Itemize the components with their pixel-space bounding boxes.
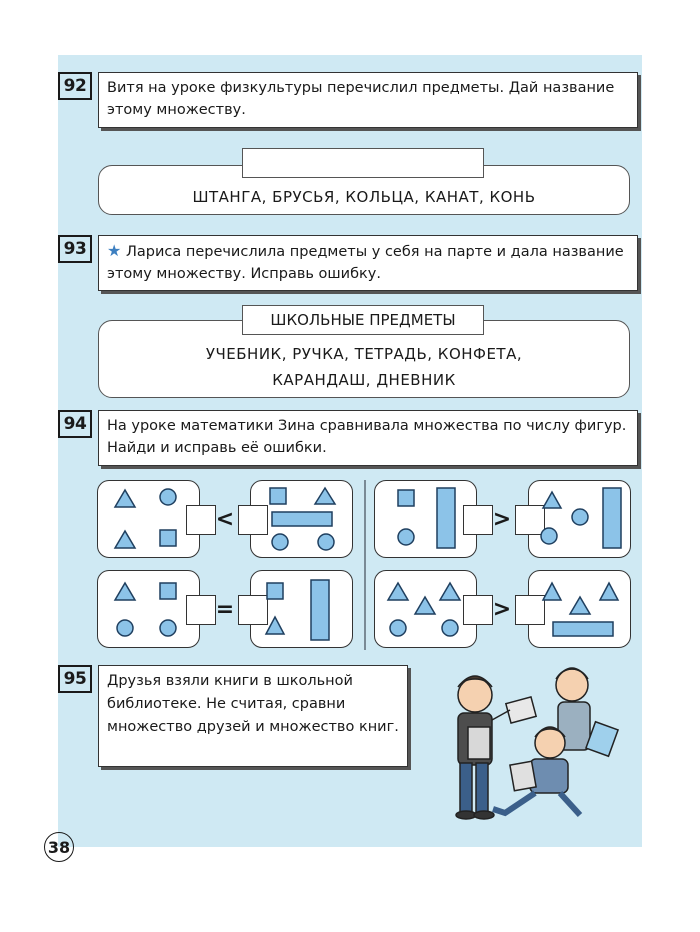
- triangle-shape: [543, 492, 561, 508]
- page-number: 38: [44, 832, 74, 862]
- square-shape: [398, 490, 414, 506]
- triangle-shape: [440, 583, 460, 600]
- rectangle-shape: [603, 488, 621, 548]
- set-items: ШТАНГА, БРУСЬЯ, КОЛЬЦА, КАНАТ, КОНЬ: [192, 188, 536, 206]
- task-text: Лариса перечислила предметы у себя на парте и дала название этому множеству. Исправь ошибку.: [107, 244, 624, 282]
- task-text: На уроке математики Зина сравнивала множества по числу фигур. Найди и исправь её ошибки.: [98, 410, 638, 466]
- circle-shape: [398, 529, 414, 545]
- task-number: 94: [58, 410, 92, 438]
- task-number: 92: [58, 72, 92, 100]
- triangle-shape: [115, 583, 135, 600]
- triangle-shape: [115, 490, 135, 507]
- comparison-sign: >: [492, 597, 512, 622]
- circle-shape: [117, 620, 133, 636]
- circle-shape: [160, 489, 176, 505]
- rectangle-shape: [272, 512, 332, 526]
- task-number: 93: [58, 235, 92, 263]
- comparison-sign: <: [215, 507, 235, 532]
- task-95: [58, 665, 408, 767]
- triangle-shape: [415, 597, 435, 614]
- rectangle-shape: [553, 622, 613, 636]
- task-text: Витя на уроке физкультуры перечислил предметы. Дай название этому множеству.: [98, 72, 638, 128]
- set-name-label: ШКОЛЬНЫЕ ПРЕДМЕТЫ: [242, 305, 484, 335]
- rectangle-shape: [311, 580, 329, 640]
- circle-shape: [541, 528, 557, 544]
- triangle-shape: [315, 488, 335, 504]
- circle-shape: [572, 509, 588, 525]
- triangle-shape: [570, 597, 590, 614]
- task-text: Друзья взяли книги в школьной библиотеке. Не считая, сравни множество друзей и множество книг.: [98, 665, 408, 767]
- circle-shape: [160, 620, 176, 636]
- triangle-shape: [388, 583, 408, 600]
- comparison-sign: >: [492, 507, 512, 532]
- star-icon: ★: [107, 241, 122, 260]
- triangle-shape: [600, 583, 618, 600]
- children-with-books-illustration: [430, 655, 640, 830]
- square-shape: [270, 488, 286, 504]
- square-shape: [267, 583, 283, 599]
- task-number: 95: [58, 665, 92, 693]
- triangle-shape: [266, 617, 284, 634]
- circle-shape: [390, 620, 406, 636]
- triangle-shape: [543, 583, 561, 600]
- square-shape: [160, 530, 176, 546]
- set-items-line: УЧЕБНИК, РУЧКА, ТЕТРАДЬ, КОНФЕТА,: [205, 345, 523, 363]
- circle-shape: [272, 534, 288, 550]
- square-shape: [160, 583, 176, 599]
- triangle-shape: [115, 531, 135, 548]
- comparison-sign: =: [215, 597, 235, 622]
- circle-shape: [318, 534, 334, 550]
- set-items-line: КАРАНДАШ, ДНЕВНИК: [272, 371, 456, 389]
- circle-shape: [442, 620, 458, 636]
- rectangle-shape: [437, 488, 455, 548]
